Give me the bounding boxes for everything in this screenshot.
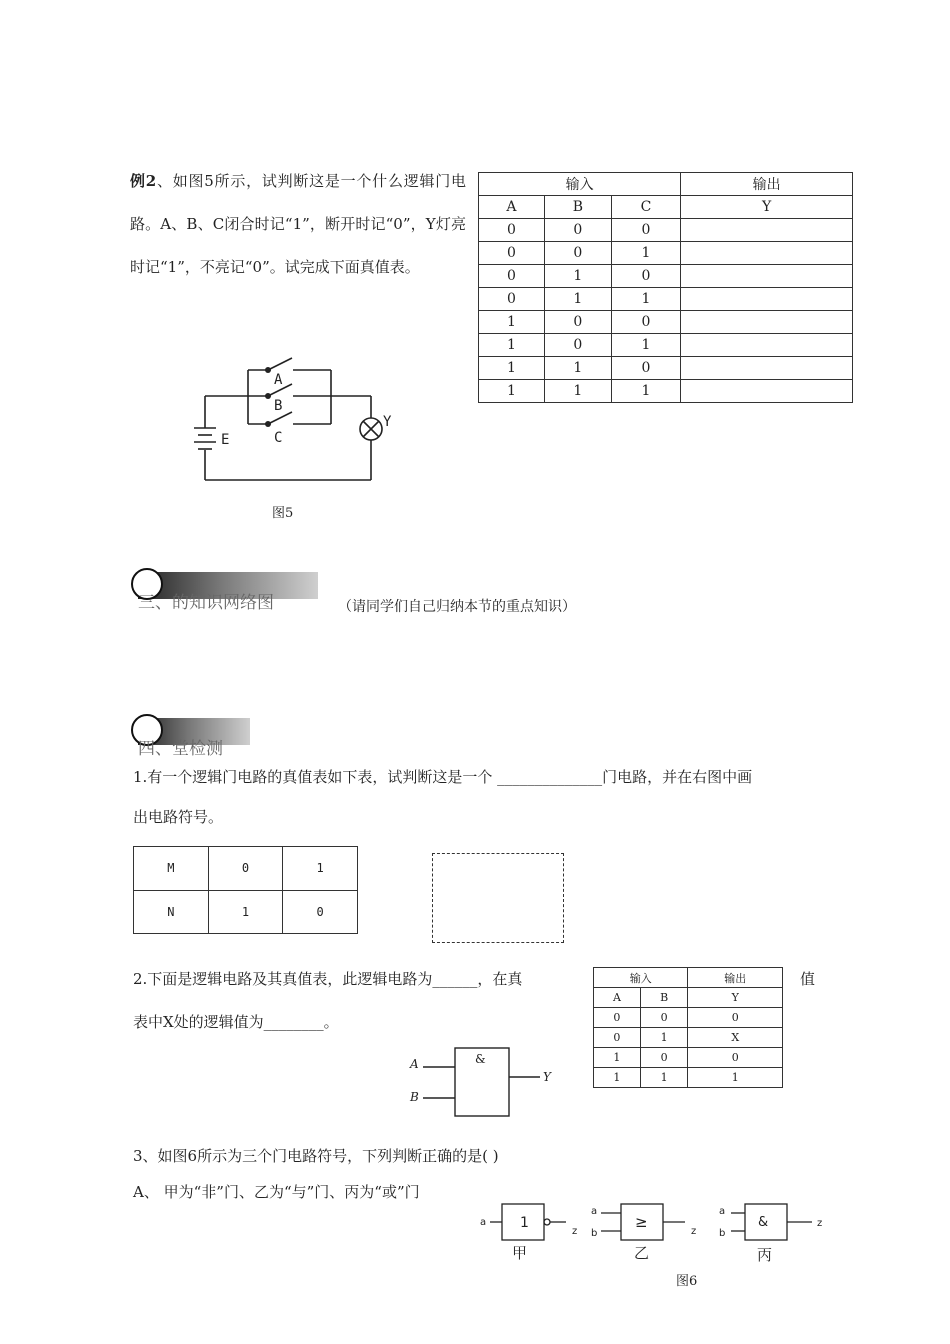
battery-label-e: E: [221, 432, 230, 448]
gate1-output-z: z: [572, 1226, 578, 1237]
table-cell: 1: [594, 1068, 641, 1088]
circuit-figure-5: [188, 352, 398, 487]
table-cell: 0: [283, 890, 358, 934]
table-cell: 1: [479, 357, 545, 380]
table-row: [479, 219, 853, 242]
gate3-symbol: &: [758, 1215, 769, 1230]
table-cell: 1: [640, 1068, 688, 1088]
table-cell: 0: [594, 1028, 641, 1048]
gate1-input-a: a: [480, 1217, 487, 1228]
gate3-input-a: a: [719, 1206, 726, 1217]
table-group-output: 输出: [681, 173, 853, 196]
table-cell: 0: [479, 219, 545, 242]
table-row: [479, 357, 853, 380]
lamp-label-y: Y: [383, 414, 392, 430]
gate3-input-b: b: [719, 1228, 726, 1239]
table-cell: 0: [611, 357, 680, 380]
table-cell: 1: [544, 357, 611, 380]
table-cell: 0: [208, 847, 283, 891]
q3-option-a[interactable]: A、 甲为“非”门、乙为“与”门、丙为“或”门: [133, 1183, 420, 1201]
gate-input-b: B: [410, 1090, 419, 1104]
table-header: C: [611, 196, 680, 219]
q3-gates-figure: [474, 1196, 834, 1266]
table-cell: 1: [611, 288, 680, 311]
table-cell: 1: [640, 1028, 688, 1048]
table-row: [479, 288, 853, 311]
example2-truth-table: [478, 172, 853, 403]
q2-line1: 2.下面是逻辑电路及其真值表，此逻辑电路为______，在真: [133, 970, 523, 988]
table-header: A: [594, 988, 641, 1008]
table-cell: 1: [611, 380, 680, 403]
table-row: [134, 890, 358, 934]
table-cell-answer[interactable]: [681, 311, 853, 334]
table-cell-answer[interactable]: [681, 219, 853, 242]
table-cell: 0: [640, 1048, 688, 1068]
example2-label: 例2: [130, 172, 157, 190]
table-row: [594, 1048, 783, 1068]
table-cell: M: [134, 847, 209, 891]
gate-output-y: Y: [543, 1070, 551, 1084]
table-header: B: [544, 196, 611, 219]
q1-line2: 出电路符号。: [133, 808, 224, 826]
switch-label-b: B: [274, 398, 283, 414]
table-cell-answer[interactable]: [681, 242, 853, 265]
table-group-input: 输入: [594, 968, 688, 988]
table-group-output: 输出: [688, 968, 783, 988]
gate1-symbol: 1: [520, 1215, 529, 1231]
section3-title: 三、的知识网络图: [138, 593, 274, 613]
table-row: [479, 265, 853, 288]
table-cell: 1: [208, 890, 283, 934]
q2-side-char: 值: [800, 970, 816, 988]
q2-and-gate-diagram: [405, 1045, 565, 1120]
table-cell: 1: [544, 265, 611, 288]
example2-body: 、如图5所示，试判断这是一个什么逻辑门电路。A、B、C闭合时记“1”，断开时记“0”，Y灯亮时记“1”，不亮记“0”。试完成下面真值表。: [130, 172, 467, 276]
table-header: B: [640, 988, 688, 1008]
q1-text-a: 1.有一个逻辑门电路的真值表如下表，试判断这是一个: [133, 768, 493, 786]
table-row: [134, 847, 358, 891]
q1-drawing-box[interactable]: [432, 853, 564, 943]
table-row: [594, 1008, 783, 1028]
table-cell: 0: [479, 242, 545, 265]
table-cell: 0: [688, 1048, 783, 1068]
figure6-caption: 图6: [676, 1274, 698, 1289]
table-cell: 1: [611, 334, 680, 357]
table-cell: 1: [594, 1048, 641, 1068]
gate-symbol: &: [475, 1052, 486, 1066]
table-row: [479, 242, 853, 265]
table-header: Y: [688, 988, 783, 1008]
table-cell: 1: [544, 288, 611, 311]
table-cell: 0: [611, 265, 680, 288]
q2-line2: 表中X处的逻辑值为________。: [133, 1013, 339, 1031]
section4-title: 四、堂检测: [138, 739, 223, 759]
table-cell: 1: [544, 380, 611, 403]
table-cell: 1: [611, 242, 680, 265]
table-cell-answer[interactable]: [681, 357, 853, 380]
q1-truth-table: [133, 846, 358, 934]
table-cell-answer[interactable]: [681, 380, 853, 403]
q2-truth-table: [593, 967, 783, 1088]
table-cell: 0: [688, 1008, 783, 1028]
table-cell: N: [134, 890, 209, 934]
gate2-symbol: ≥: [635, 1213, 648, 1231]
table-cell: 0: [594, 1008, 641, 1028]
gate-input-a: A: [410, 1057, 419, 1071]
switch-label-c: C: [274, 430, 283, 446]
table-cell: 1: [479, 380, 545, 403]
gate3-name: 丙: [757, 1246, 773, 1264]
table-group-input: 输入: [479, 173, 681, 196]
table-cell: 0: [611, 219, 680, 242]
q3-text: 3、如图6所示为三个门电路符号，下列判断正确的是( ): [133, 1147, 499, 1165]
table-row: [479, 334, 853, 357]
table-cell: 0: [640, 1008, 688, 1028]
table-cell: 0: [544, 219, 611, 242]
table-header: Y: [681, 196, 853, 219]
table-cell: 0: [611, 311, 680, 334]
gate1-name: 甲: [512, 1244, 528, 1262]
q1-answer-blank[interactable]: ______________: [497, 768, 603, 786]
table-cell-answer[interactable]: [681, 288, 853, 311]
q1-line1: [133, 766, 752, 787]
table-cell: 0: [544, 311, 611, 334]
table-cell: 1: [688, 1068, 783, 1088]
gate2-input-a: a: [591, 1206, 598, 1217]
table-row: [594, 1068, 783, 1088]
table-cell: 0: [544, 334, 611, 357]
q1-text-b: 门电路，并在右图中画: [602, 768, 753, 786]
example2-text: [130, 160, 466, 289]
section3-note: （请同学们自己归纳本节的重点知识）: [338, 599, 576, 615]
table-cell: 1: [479, 311, 545, 334]
table-cell: 0: [479, 288, 545, 311]
table-cell: 0: [544, 242, 611, 265]
table-cell-answer[interactable]: [681, 265, 853, 288]
gate2-name: 乙: [634, 1244, 650, 1262]
switch-label-a: A: [274, 372, 283, 388]
gate3-output-z: z: [817, 1218, 823, 1229]
gate2-output-z: z: [691, 1226, 697, 1237]
table-row: [479, 311, 853, 334]
gate2-input-b: b: [591, 1228, 598, 1239]
table-row: [479, 380, 853, 403]
table-cell: 1: [283, 847, 358, 891]
table-cell: 0: [479, 265, 545, 288]
table-header: A: [479, 196, 545, 219]
table-row: [594, 1028, 783, 1048]
figure5-caption: 图5: [272, 506, 294, 521]
table-cell: X: [688, 1028, 783, 1048]
table-cell-answer[interactable]: [681, 334, 853, 357]
table-cell: 1: [479, 334, 545, 357]
